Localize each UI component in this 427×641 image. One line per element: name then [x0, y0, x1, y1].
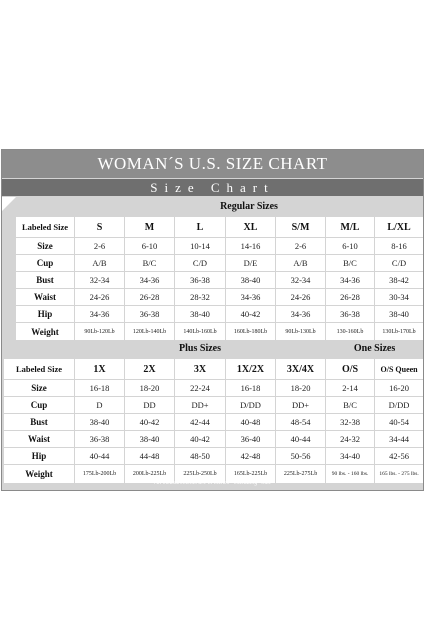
- table-cell: 40-44: [75, 448, 124, 464]
- table-cell: 18-20: [276, 380, 325, 396]
- table-cell: 90Lb-130Lb: [276, 323, 325, 340]
- row-label: Cup: [4, 397, 74, 413]
- table-cell: 6-10: [125, 238, 174, 254]
- column-header: M: [125, 217, 174, 237]
- column-header: 3X: [175, 359, 225, 379]
- table-cell: DD+: [276, 397, 325, 413]
- table-cell: 130Lb-170Lb: [375, 323, 423, 340]
- table-cell: 34-44: [375, 431, 423, 447]
- table-cell: 24-26: [75, 289, 124, 305]
- table-cell: 36-38: [175, 272, 225, 288]
- table-cell: 38-40: [75, 414, 124, 430]
- column-header: O/S: [326, 359, 374, 379]
- table-cell: 26-28: [326, 289, 374, 305]
- table-cell: 34-36: [276, 306, 325, 322]
- table-cell: 40-42: [226, 306, 275, 322]
- corner-triangle: [2, 197, 16, 211]
- table-cell: 10-14: [175, 238, 225, 254]
- size-chart: [1, 149, 424, 491]
- column-header: 1X/2X: [226, 359, 275, 379]
- table-row: [16, 272, 423, 288]
- table-cell: 16-20: [375, 380, 423, 396]
- table-cell: 42-56: [375, 448, 423, 464]
- table-cell: 38-40: [175, 306, 225, 322]
- labeled-size-header: Labeled Size: [16, 217, 74, 237]
- measurement-footnote: *All measurements are in inches - excluding "Size": [151, 480, 274, 486]
- table-cell: 16-18: [75, 380, 124, 396]
- table-cell: 24-32: [326, 431, 374, 447]
- column-header: 1X: [75, 359, 124, 379]
- table-row: [4, 380, 423, 396]
- table-cell: 6-10: [326, 238, 374, 254]
- table-row: [16, 289, 423, 305]
- table-row: [4, 414, 423, 430]
- table-cell: 40-42: [175, 431, 225, 447]
- row-label: Cup: [16, 255, 74, 271]
- table-cell: 40-54: [375, 414, 423, 430]
- labeled-size-header: Labeled Size: [4, 359, 74, 379]
- table-cell: 2-14: [326, 380, 374, 396]
- table-cell: 50-56: [276, 448, 325, 464]
- table-cell: 36-38: [326, 306, 374, 322]
- one-sizes-heading: One Sizes: [353, 343, 396, 354]
- plus-header-row: [4, 359, 423, 379]
- table-cell: 175Lb-200Lb: [75, 465, 124, 483]
- table-cell: 120Lb-140Lb: [125, 323, 174, 340]
- column-header: S/M: [276, 217, 325, 237]
- regular-sizes-heading: Regular Sizes: [220, 201, 278, 212]
- table-cell: D/E: [226, 255, 275, 271]
- table-cell: 32-34: [75, 272, 124, 288]
- table-cell: A/B: [276, 255, 325, 271]
- plus-sizes-heading: Plus Sizes: [179, 343, 221, 354]
- table-cell: 24-26: [276, 289, 325, 305]
- table-cell: 16-18: [226, 380, 275, 396]
- row-label: Waist: [16, 289, 74, 305]
- row-label: Weight: [16, 323, 74, 340]
- table-row: [16, 255, 423, 271]
- table-cell: 2-6: [276, 238, 325, 254]
- table-cell: 36-38: [125, 306, 174, 322]
- table-cell: 34-40: [326, 448, 374, 464]
- table-cell: 28-32: [175, 289, 225, 305]
- table-cell: 34-36: [226, 289, 275, 305]
- table-cell: DD: [125, 397, 174, 413]
- table-cell: 32-34: [276, 272, 325, 288]
- table-cell: D/DD: [375, 397, 423, 413]
- column-header: 3X/4X: [276, 359, 325, 379]
- table-cell: 38-42: [375, 272, 423, 288]
- chart-title: WOMAN´S U.S. SIZE CHART: [2, 150, 423, 178]
- table-cell: D/DD: [226, 397, 275, 413]
- table-cell: 38-40: [375, 306, 423, 322]
- table-cell: 32-38: [326, 414, 374, 430]
- chart-subtitle: Size Chart: [2, 179, 423, 196]
- table-cell: 42-44: [175, 414, 225, 430]
- table-cell: D: [75, 397, 124, 413]
- table-cell: 90Lb-120Lb: [75, 323, 124, 340]
- table-cell: 48-50: [175, 448, 225, 464]
- table-cell: 30-34: [375, 289, 423, 305]
- column-header: S: [75, 217, 124, 237]
- table-cell: C/D: [175, 255, 225, 271]
- table-cell: 40-44: [276, 431, 325, 447]
- table-cell: 42-48: [226, 448, 275, 464]
- column-header: L: [175, 217, 225, 237]
- table-cell: A/B: [75, 255, 124, 271]
- table-cell: 44-48: [125, 448, 174, 464]
- table-cell: B/C: [326, 397, 374, 413]
- table-row: [4, 448, 423, 464]
- row-label: Bust: [16, 272, 74, 288]
- table-cell: 40-42: [125, 414, 174, 430]
- column-header: O/S Queen: [375, 359, 423, 379]
- table-cell: 18-20: [125, 380, 174, 396]
- table-cell: 38-40: [226, 272, 275, 288]
- row-label: Size: [4, 380, 74, 396]
- plus-sizes-table: [3, 338, 424, 484]
- table-row: [4, 431, 423, 447]
- row-label: Hip: [16, 306, 74, 322]
- table-cell: 26-28: [125, 289, 174, 305]
- table-cell: C/D: [375, 255, 423, 271]
- table-cell: 225Lb-250Lb: [175, 465, 225, 483]
- column-header: L/XL: [375, 217, 423, 237]
- table-cell: 22-24: [175, 380, 225, 396]
- row-label: Bust: [4, 414, 74, 430]
- table-cell: 38-40: [125, 431, 174, 447]
- table-cell: 165 lbs. - 275 lbs.: [375, 465, 423, 483]
- regular-sizes-table: [15, 196, 424, 341]
- table-cell: 160Lb-180Lb: [226, 323, 275, 340]
- table-cell: 34-36: [326, 272, 374, 288]
- regular-header-row: [16, 217, 423, 237]
- column-header: M/L: [326, 217, 374, 237]
- table-cell: 2-6: [75, 238, 124, 254]
- row-label: Size: [16, 238, 74, 254]
- column-header: 2X: [125, 359, 174, 379]
- table-cell: 140Lb-160Lb: [175, 323, 225, 340]
- table-cell: 36-38: [75, 431, 124, 447]
- table-cell: 165Lb-225Lb: [226, 465, 275, 483]
- table-cell: 130-160Lb: [326, 323, 374, 340]
- table-cell: 34-36: [75, 306, 124, 322]
- table-cell: 90 lbs. - 160 lbs.: [326, 465, 374, 483]
- table-cell: 40-48: [226, 414, 275, 430]
- table-cell: B/C: [326, 255, 374, 271]
- row-label: Hip: [4, 448, 74, 464]
- table-cell: 8-16: [375, 238, 423, 254]
- table-cell: 48-54: [276, 414, 325, 430]
- table-row: [4, 397, 423, 413]
- table-row: [16, 306, 423, 322]
- table-cell: 14-16: [226, 238, 275, 254]
- table-cell: 36-40: [226, 431, 275, 447]
- table-cell: 200Lb-225Lb: [125, 465, 174, 483]
- table-cell: DD+: [175, 397, 225, 413]
- table-row: [16, 238, 423, 254]
- table-cell: 34-36: [125, 272, 174, 288]
- table-cell: 225Lb-275Lb: [276, 465, 325, 483]
- column-header: XL: [226, 217, 275, 237]
- table-cell: B/C: [125, 255, 174, 271]
- row-label: Weight: [4, 465, 74, 483]
- row-label: Waist: [4, 431, 74, 447]
